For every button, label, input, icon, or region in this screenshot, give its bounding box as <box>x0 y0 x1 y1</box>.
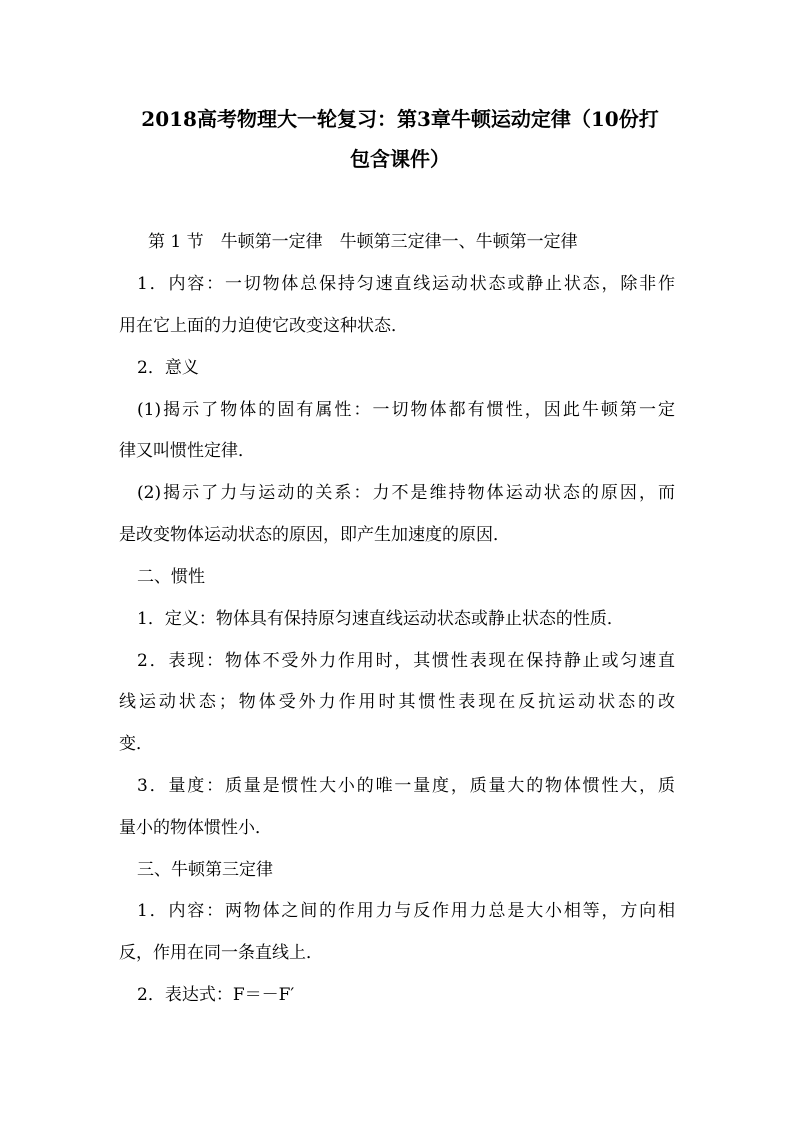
paragraph-line: 1．定义：物体具有保持原匀速直线运动状态或静止状态的性质． <box>137 609 624 629</box>
document-title-line-2: 包含课件） <box>350 147 450 171</box>
formula-line: 2．表达式：F＝－F′ <box>137 985 295 1005</box>
paragraph-line: 线运动状态；物体受外力作用时其惯性表现在反抗运动状态的改 <box>119 692 675 712</box>
paragraph-line: 1．内容：一切物体总保持匀速直线运动状态或静止状态，除非作 <box>137 274 675 294</box>
paragraph-line: 反，作用在同一条直线上． <box>119 943 323 963</box>
paragraph-line: 3．量度：质量是惯性大小的唯一量度，质量大的物体惯性大，质 <box>137 776 675 796</box>
paragraph-line: 用在它上面的力迫使它改变这种状态． <box>119 316 408 336</box>
paragraph-line: 是改变物体运动状态的原因，即产生加速度的原因． <box>119 525 510 545</box>
section-heading: 二、惯性 <box>137 567 205 587</box>
section-heading: 三、牛顿第三定律 <box>137 860 273 880</box>
section-heading: 第 1 节 牛顿第一定律 牛顿第三定律一、牛顿第一定律 <box>148 232 578 252</box>
paragraph-line: 变． <box>119 734 153 754</box>
paragraph-line: (2)揭示了力与运动的关系：力不是维持物体运动状态的原因，而 <box>137 483 675 503</box>
paragraph-line: 律又叫惯性定律． <box>119 441 255 461</box>
paragraph-line: 2．表现：物体不受外力作用时，其惯性表现在保持静止或匀速直 <box>137 651 675 671</box>
paragraph-line: 1．内容：两物体之间的作用力与反作用力总是大小相等，方向相 <box>137 901 675 921</box>
paragraph-line: (1)揭示了物体的固有属性：一切物体都有惯性，因此牛顿第一定 <box>137 400 675 420</box>
paragraph-line: 2．意义 <box>137 358 199 378</box>
paragraph-line: 量小的物体惯性小． <box>119 818 272 838</box>
document-title-line-1: 2018高考物理大一轮复习：第3章牛顿运动定律（10份打 <box>141 107 659 131</box>
